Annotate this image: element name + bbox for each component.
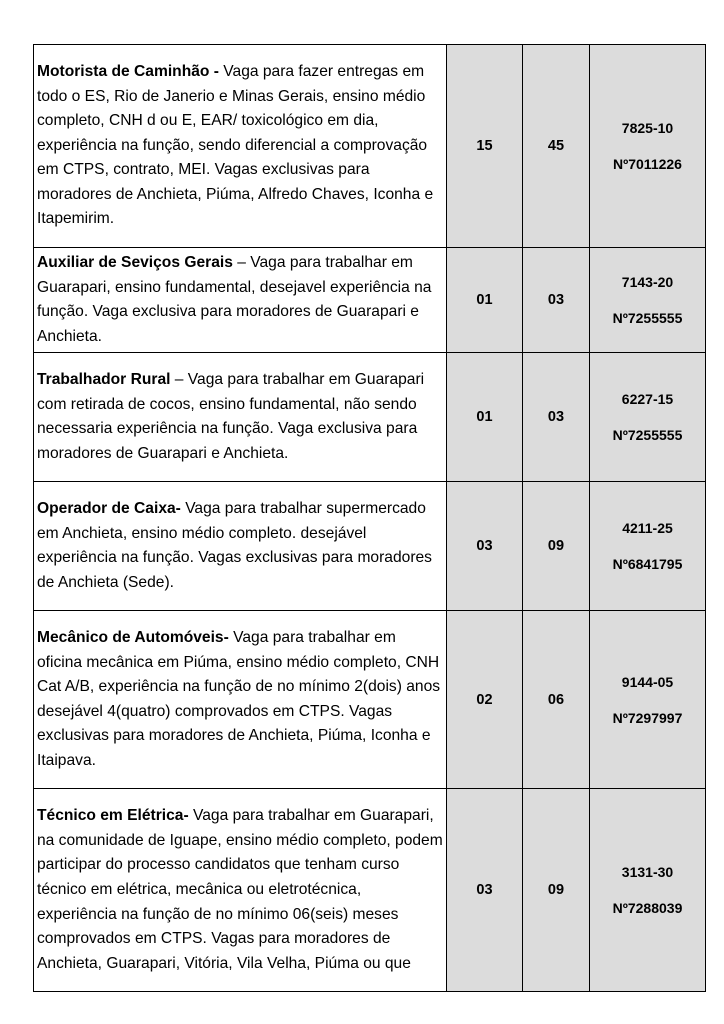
job-description-cell bbox=[34, 789, 447, 992]
job-description: Vaga para trabalhar supermercado em Anchieta, ensino médio completo. desejável experiência na função. Vagas exclusivas para moradores de Anchieta (Sede). bbox=[37, 500, 432, 591]
table-row bbox=[34, 353, 706, 482]
job-description-cell bbox=[34, 611, 447, 789]
table-row bbox=[34, 789, 706, 992]
job-vacancies: 02 bbox=[447, 611, 523, 789]
job-vacancies: 01 bbox=[447, 248, 523, 353]
job-reference-number: Nº7011226 bbox=[613, 156, 682, 172]
job-description: – Vaga para trabalhar em Guarapari, ensino fundamental, desejavel experiência na função. Vaga exclusiva para moradores de Guarapari e Anchieta. bbox=[37, 254, 432, 345]
job-referrals: 06 bbox=[523, 611, 590, 789]
job-code-cell bbox=[590, 482, 706, 611]
table-row bbox=[34, 248, 706, 353]
job-title: Auxiliar de Seviços Gerais bbox=[37, 254, 233, 271]
job-description-cell bbox=[34, 45, 447, 248]
job-title: Mecânico de Automóveis- bbox=[37, 629, 229, 647]
job-referrals: 09 bbox=[523, 482, 590, 611]
job-cbo-code: 7143-20 bbox=[621, 274, 674, 291]
job-description: Vaga para trabalhar em oficina mecânica em Piúma, ensino médio completo, CNH Cat A/B, experiência na função de no mínimo 2(dois) anos desejável 4(quatro) comprovados em CTPS. Vagas exclusivas para moradores de Anchieta, Piúma, Iconha e Itaipava. bbox=[37, 629, 441, 770]
job-referrals: 03 bbox=[523, 353, 590, 482]
job-referrals: 45 bbox=[523, 45, 590, 248]
job-cbo-code: 6227-15 bbox=[621, 391, 674, 408]
job-code-cell bbox=[590, 611, 706, 789]
table-row bbox=[34, 611, 706, 789]
table-row bbox=[34, 45, 706, 248]
job-reference-number: Nº7297997 bbox=[612, 709, 683, 726]
job-code-cell bbox=[590, 45, 706, 248]
job-cbo-code: 3131-30 bbox=[621, 864, 674, 881]
job-referrals: 09 bbox=[523, 789, 590, 992]
job-description-cell bbox=[34, 482, 447, 611]
job-title: Técnico em Elétrica- bbox=[37, 807, 189, 825]
job-reference-number: Nº7288039 bbox=[612, 900, 683, 917]
job-title: Motorista de Caminhão - bbox=[37, 62, 219, 80]
job-description: – Vaga para trabalhar em Guarapari com retirada de cocos, ensino fundamental, não sendo necessaria experiência na função. Vaga exclusiva para moradores de Guarapari e Anchieta. bbox=[37, 371, 425, 462]
job-code-cell bbox=[590, 789, 706, 992]
job-reference-number: Nº7255555 bbox=[612, 427, 683, 444]
job-description-cell bbox=[34, 248, 447, 353]
job-description: Vaga para trabalhar em Guarapari, na comunidade de Iguape, ensino médio completo, podem participar do processo candidatos que tenham curso técnico em elétrica, mecânica ou eletrotécnica, experiência na função de no mínimo 06(seis) meses comprovados em CTPS. Vagas para moradores de Anchieta, Guarapari, Vitória, Vila Velha, Piúma ou que bbox=[37, 807, 443, 972]
job-vacancies: 01 bbox=[447, 353, 523, 482]
table-row bbox=[34, 482, 706, 611]
job-listings-table bbox=[33, 44, 706, 992]
job-referrals: 03 bbox=[523, 248, 590, 353]
job-code-cell bbox=[590, 248, 706, 353]
job-code-cell bbox=[590, 353, 706, 482]
job-description-cell bbox=[34, 353, 447, 482]
job-vacancies: 15 bbox=[447, 45, 523, 248]
job-vacancies: 03 bbox=[447, 482, 523, 611]
job-reference-number: Nº6841795 bbox=[612, 556, 683, 573]
job-title: Trabalhador Rural bbox=[37, 371, 171, 389]
job-description: Vaga para fazer entregas em todo o ES, Rio de Janerio e Minas Gerais, ensino médio completo, CNH d ou E, EAR/ toxicológico em dia, experiência na função, sendo diferencial a comprovação em CTPS, contrato, MEI. Vagas exclusivas para moradores de Anchieta, Piúma, Alfredo Chaves, Iconha e Itapemirim. bbox=[37, 62, 434, 228]
job-vacancies: 03 bbox=[447, 789, 523, 992]
job-cbo-code: 9144-05 bbox=[621, 673, 674, 690]
job-cbo-code: 4211-25 bbox=[622, 520, 673, 537]
job-cbo-code: 7825-10 bbox=[621, 120, 674, 136]
job-reference-number: Nº7255555 bbox=[612, 310, 683, 327]
job-title: Operador de Caixa- bbox=[37, 500, 181, 518]
